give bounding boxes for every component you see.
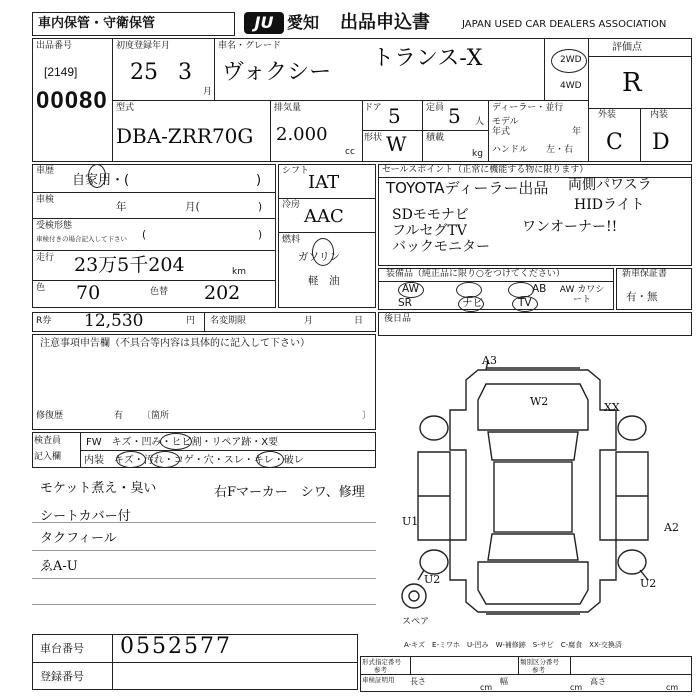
mileage-label: 走行 bbox=[36, 253, 55, 263]
equip-circle-5 bbox=[512, 296, 538, 312]
displacement-value: 2.000 bbox=[276, 124, 328, 145]
cert-label: 車検証明用 bbox=[362, 676, 395, 684]
width-unit: cm bbox=[570, 683, 583, 692]
load-unit: kg bbox=[472, 149, 483, 159]
exterior-label: 外装 bbox=[598, 110, 617, 120]
chassis-number: 0552577 bbox=[120, 634, 232, 659]
equip-aw-seat: AW カワシート bbox=[559, 285, 605, 305]
equip-ab: AB bbox=[532, 283, 547, 295]
logo-region: 愛知 bbox=[287, 13, 320, 32]
restraint-note: 車検付きの場合記入して下さい bbox=[36, 235, 127, 243]
capacity-unit: 人 bbox=[475, 117, 485, 127]
model-year-unit: 年 bbox=[572, 127, 582, 137]
color-change-label: 色替 bbox=[150, 287, 169, 297]
equip-sr: SR bbox=[398, 297, 412, 309]
shape-label: 形式指定番号 bbox=[362, 658, 401, 666]
equip-navi: ナビ bbox=[462, 297, 483, 309]
name-change-month: 月 bbox=[304, 316, 314, 326]
model-value: DBA-ZRR70G bbox=[116, 124, 254, 148]
drive-2wd: 2WD bbox=[560, 55, 582, 65]
ju-logo: JU bbox=[244, 12, 284, 34]
car-name: ヴォクシー bbox=[222, 60, 332, 85]
first-reg-year: 25 bbox=[130, 60, 158, 85]
name-change-day: 日 bbox=[354, 316, 364, 326]
warranty-options: 有・無 bbox=[626, 291, 658, 303]
interior-label: 内装 bbox=[650, 110, 669, 120]
length-label: 長さ bbox=[410, 677, 426, 686]
selling-point-3: SDモモナビ bbox=[392, 207, 469, 223]
equip-tv: TV bbox=[518, 297, 532, 309]
diagram-mark-w2: W2 bbox=[530, 395, 549, 408]
history-circle bbox=[88, 164, 106, 188]
capacity-value: 5 bbox=[448, 104, 461, 128]
selling-points-label: セールスポイント（正常に機能する物に限ります） bbox=[382, 165, 589, 175]
shift-value: IAT bbox=[308, 172, 340, 193]
inspector-label: 検査員 bbox=[34, 436, 62, 446]
height-label: 高さ bbox=[590, 677, 606, 686]
lot-code: [2149] bbox=[44, 65, 78, 79]
handle-label: ハンドル bbox=[492, 145, 529, 155]
first-reg-month-unit: 月 bbox=[203, 87, 213, 97]
fw-line: FW キズ・凹み・ヒビ割・リペア跡・X要 bbox=[86, 437, 279, 448]
storage-note: 車内保管・守衛保管 bbox=[38, 16, 156, 31]
entry-label: 記入欄 bbox=[34, 452, 62, 462]
handle-options: 左・右 bbox=[546, 145, 574, 155]
lot-label: 出品番号 bbox=[36, 41, 73, 51]
diagram-mark-u2-right: U2 bbox=[640, 577, 657, 590]
model-year-model-label: モデル bbox=[492, 117, 519, 127]
displacement-unit: cc bbox=[345, 147, 355, 157]
interior-circle-3 bbox=[256, 451, 284, 468]
color-code: 202 bbox=[204, 282, 241, 304]
notes-label: 注意事項申告欄（不具合等内容は具体的に記入して下さい） bbox=[40, 338, 310, 349]
repair-close: 〕 bbox=[362, 411, 372, 421]
interior-defects-line: 内装 キズ・汚れ・コゲ・穴・スレ・キレ・破レ bbox=[84, 455, 304, 466]
equip-circle-4 bbox=[458, 296, 484, 312]
dealer-import-label: ディーラー・並行 bbox=[492, 103, 564, 113]
interior-grade: D bbox=[652, 130, 670, 155]
selling-point-5: ワンオーナー!! bbox=[522, 219, 618, 235]
recycle-unit: 円 bbox=[186, 316, 196, 326]
displacement-label: 排気量 bbox=[274, 103, 302, 113]
association-name: JAPAN USED CAR DEALERS ASSOCIATION bbox=[462, 19, 667, 30]
recycle-label: R券 bbox=[36, 316, 52, 326]
body-shape-label: 形状 bbox=[364, 133, 383, 143]
registration-label: 登録番号 bbox=[40, 670, 84, 683]
selling-point-printed: TOYOTAディーラー出品 bbox=[386, 179, 549, 197]
first-reg-month: 3 bbox=[178, 60, 192, 85]
selling-point-4: フルセグTV bbox=[392, 223, 467, 239]
chassis-label: 車台番号 bbox=[40, 642, 84, 655]
diagram-mark-u1: U1 bbox=[402, 515, 419, 528]
drive-4wd: 4WD bbox=[560, 81, 582, 91]
category-label: 類別区分番号 bbox=[520, 658, 559, 666]
load-label: 積載 bbox=[426, 133, 445, 143]
inspection-month: 月( bbox=[185, 201, 200, 213]
height-unit: cm bbox=[666, 683, 679, 692]
diagram-mark-xx: XX bbox=[604, 401, 620, 414]
inspection-year: 年 bbox=[116, 201, 127, 213]
later-docs-label: 後日品 bbox=[384, 314, 412, 324]
repair-label: 修復歴 bbox=[36, 411, 64, 421]
color-label: 色 bbox=[36, 283, 46, 293]
remark-3: タクフィール bbox=[40, 531, 117, 546]
remark-2: シートカバー付 bbox=[40, 509, 131, 524]
capacity-label: 定員 bbox=[426, 103, 445, 113]
selling-point-1: 両側パワスラ bbox=[568, 177, 652, 193]
shift-label: シフト bbox=[282, 166, 310, 176]
diagram-mark-a3: A3 bbox=[482, 354, 497, 367]
category-ref: 参考 bbox=[532, 666, 545, 674]
length-unit: cm bbox=[480, 683, 493, 692]
model-year-label: 年式 bbox=[492, 127, 511, 137]
diagram-mark-a2: A2 bbox=[664, 521, 679, 534]
diagram-legend: A-キズ E-ミワホ U-凹み W-補修跡 S-サビ C-腐食 XX-交換済 bbox=[404, 641, 622, 649]
later-docs-box bbox=[378, 312, 692, 336]
evaluation-label: 評価点 bbox=[612, 42, 642, 53]
fuel-label: 燃料 bbox=[282, 235, 301, 245]
form-title: 出品申込書 bbox=[340, 12, 430, 33]
restraint-close: ) bbox=[258, 229, 263, 241]
car-grade: トランス-X bbox=[372, 46, 483, 71]
mileage-value: 23万5千204 bbox=[74, 254, 185, 276]
model-label: 型式 bbox=[116, 103, 135, 113]
inspection-label: 車検 bbox=[36, 195, 55, 205]
fuel-diesel: 軽 油 bbox=[308, 275, 340, 287]
lot-number: 00080 bbox=[36, 87, 108, 114]
restraint-open: ( bbox=[142, 229, 147, 241]
doors-label: ドア bbox=[364, 103, 382, 113]
evaluation-score: R bbox=[622, 68, 642, 98]
body-shape-value: W bbox=[386, 132, 407, 156]
aircon-label: 冷房 bbox=[282, 200, 301, 210]
fuel-gasoline: ガソリン bbox=[298, 251, 340, 263]
warranty-label: 新車保証書 bbox=[622, 269, 668, 279]
spare-label: スペア bbox=[402, 617, 430, 627]
history-close: ) bbox=[256, 173, 262, 188]
remark-5: 右Fマーカー シワ、修理 bbox=[214, 485, 365, 500]
color-value: 70 bbox=[76, 282, 101, 304]
equipment-label: 装備品（純正品に限り○をつけてください） bbox=[386, 269, 565, 279]
aircon-value: AAC bbox=[304, 206, 344, 227]
shape-ref: 参考 bbox=[374, 666, 387, 674]
mileage-unit: km bbox=[232, 267, 246, 277]
fuel-gasoline-circle bbox=[312, 238, 334, 266]
equip-aw: AW bbox=[402, 283, 419, 295]
car-diagram bbox=[378, 340, 692, 640]
equip-circle-1 bbox=[398, 282, 424, 298]
interior-circle-2 bbox=[150, 451, 180, 468]
history-value: 自家用・( bbox=[72, 173, 130, 188]
fw-circle bbox=[160, 433, 192, 450]
diagram-mark-u2-left: U2 bbox=[424, 573, 441, 586]
recycle-value: 12,530 bbox=[84, 311, 144, 331]
drive-selected-circle bbox=[551, 49, 587, 73]
inspection-close: ) bbox=[258, 201, 263, 213]
repair-value: 有 bbox=[114, 411, 124, 421]
repair-place: 〔箇所 bbox=[142, 411, 170, 421]
car-name-label: 車名・グレード bbox=[218, 41, 282, 51]
selling-point-6: バックモニター bbox=[392, 239, 490, 255]
restraint-label: 受検形態 bbox=[36, 221, 73, 231]
history-label: 車歴 bbox=[36, 166, 55, 176]
exterior-grade: C bbox=[606, 130, 623, 155]
interior-circle-1 bbox=[116, 451, 146, 468]
name-change-label: 名変期限 bbox=[210, 316, 247, 326]
remark-4: ゑA-U bbox=[40, 559, 78, 574]
remark-1: モケット煮え・臭い bbox=[40, 481, 157, 496]
doors-value: 5 bbox=[388, 104, 401, 128]
width-label: 幅 bbox=[500, 677, 508, 686]
selling-point-2: HIDライト bbox=[574, 197, 645, 213]
first-reg-label: 初度登録年月 bbox=[116, 41, 171, 51]
